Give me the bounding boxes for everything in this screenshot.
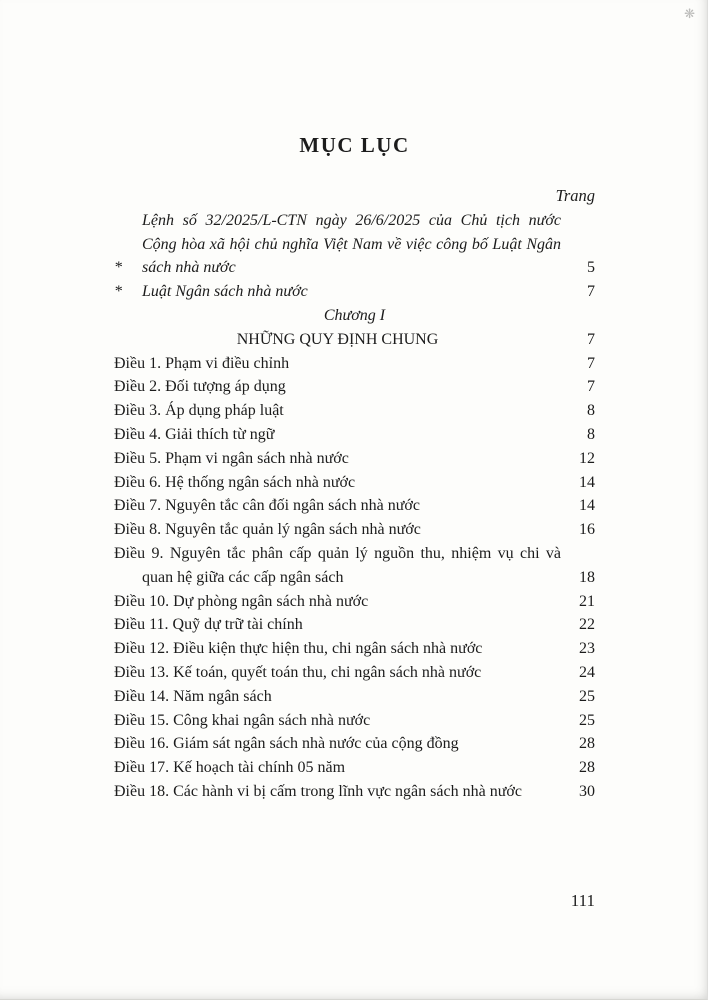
entry-asterisk-marker: *: [114, 283, 122, 301]
toc-entry-page: 8: [587, 402, 595, 420]
toc-entry-page: 7: [587, 283, 595, 301]
toc-entry-page: 7: [587, 354, 595, 372]
toc-entry-article-10: [114, 590, 595, 614]
toc-entry-article-2: [114, 375, 595, 399]
toc-entry-text: Điều 3. Áp dụng pháp luật: [114, 402, 284, 420]
toc-entry-page: 22: [579, 616, 595, 634]
toc-entry-article-3: [114, 399, 595, 423]
toc-entry-page: 14: [579, 473, 595, 491]
toc-entry-text: Điều 17. Kế hoạch tài chính 05 năm: [114, 759, 346, 777]
toc-entry-text: Điều 4. Giải thích từ ngữ: [114, 425, 275, 443]
toc-entry-article-18: [114, 780, 595, 804]
table-of-contents: [114, 209, 595, 804]
toc-entry-text: Điều 13. Kế toán, quyết toán thu, chi ngân sách nhà nước: [114, 663, 482, 681]
page-column-header: Trang: [555, 186, 595, 205]
toc-entry-article-9: [114, 542, 595, 590]
toc-entry-article-13: [114, 661, 595, 685]
toc-entry-text: Điều 12. Điều kiện thực hiện thu, chi ngân sách nhà nước: [114, 640, 483, 658]
toc-entry-front-1: [114, 280, 595, 304]
toc-entry-page: 28: [579, 735, 595, 753]
toc-entry-article-8: [114, 518, 595, 542]
toc-entry-text: Điều 9. Nguyên tắc phân cấp quản lý nguồn thu, nhiệm vụ chi và quan hệ giữa các cấp ngân sách: [114, 544, 561, 586]
toc-entry-article-5: [114, 447, 595, 471]
toc-entry-article-15: [114, 709, 595, 733]
toc-entry-text: Lệnh số 32/2025/L-CTN ngày 26/6/2025 của Chủ tịch nước Cộng hòa xã hội chủ nghĩa Việt Nam về việc công bố Luật Ngân sách nhà nước: [142, 211, 561, 277]
toc-entry-page: 24: [579, 663, 595, 681]
toc-entry-article-6: [114, 471, 595, 495]
toc-entry-page: 28: [579, 759, 595, 777]
toc-entry-text: Điều 6. Hệ thống ngân sách nhà nước: [114, 473, 356, 491]
toc-entry-text: Luật Ngân sách nhà nước: [142, 283, 308, 301]
toc-entry-text: Điều 5. Phạm vi ngân sách nhà nước: [114, 449, 349, 467]
page-title: MỤC LỤC: [299, 133, 410, 157]
toc-entry-article-16: [114, 732, 595, 756]
toc-entry-article-1: [114, 352, 595, 376]
toc-entry-text: Điều 15. Công khai ngân sách nhà nước: [114, 711, 371, 729]
toc-entry-page: 23: [579, 640, 595, 658]
toc-entry-page: 16: [579, 521, 595, 539]
toc-entry-text: Điều 8. Nguyên tắc quản lý ngân sách nhà nước: [114, 521, 421, 539]
toc-entry-page: 25: [579, 711, 595, 729]
toc-entry-text: Điều 2. Đối tượng áp dụng: [114, 378, 286, 396]
toc-entry-text: Điều 18. Các hành vi bị cấm trong lĩnh vực ngân sách nhà nước: [114, 782, 522, 800]
entry-asterisk-marker: *: [114, 259, 122, 277]
toc-entry-page: 18: [579, 568, 595, 586]
toc-entry-text: Điều 1. Phạm vi điều chỉnh: [114, 354, 290, 372]
toc-entry-front-0: [114, 209, 595, 280]
toc-entry-text: Điều 7. Nguyên tắc cân đối ngân sách nhà nước: [114, 497, 420, 515]
toc-entry-page: 14: [579, 497, 595, 515]
toc-entry-article-7: [114, 494, 595, 518]
chapter-label: Chương I: [323, 306, 386, 324]
toc-entry-page: 7: [587, 378, 595, 396]
toc-entry-page: 5: [587, 259, 595, 277]
toc-entry-article-12: [114, 637, 595, 661]
toc-entry-text: Điều 11. Quỹ dự trữ tài chính: [114, 616, 303, 634]
folio-page-number: 111: [570, 891, 595, 910]
toc-entry-page: 30: [579, 782, 595, 800]
toc-entry-page: 21: [579, 592, 595, 610]
toc-entry-page: 25: [579, 687, 595, 705]
flower-ornament-icon: ❋: [684, 6, 695, 21]
toc-entry-text: Điều 10. Dự phòng ngân sách nhà nước: [114, 592, 369, 610]
toc-entry-article-4: [114, 423, 595, 447]
toc-entry-text: Điều 16. Giám sát ngân sách nhà nước của cộng đồng: [114, 735, 459, 753]
toc-entry-page: 8: [587, 425, 595, 443]
toc-entry-page: 7: [587, 330, 595, 348]
chapter-title-row: [114, 328, 595, 352]
toc-content: [114, 0, 595, 804]
toc-entry-article-14: [114, 685, 595, 709]
toc-entry-text: Điều 14. Năm ngân sách: [114, 687, 272, 705]
toc-entry-article-11: [114, 613, 595, 637]
chapter-title: NHỮNG QUY ĐỊNH CHUNG: [236, 330, 439, 348]
toc-entry-page: 12: [579, 449, 595, 467]
toc-entry-article-17: [114, 756, 595, 780]
